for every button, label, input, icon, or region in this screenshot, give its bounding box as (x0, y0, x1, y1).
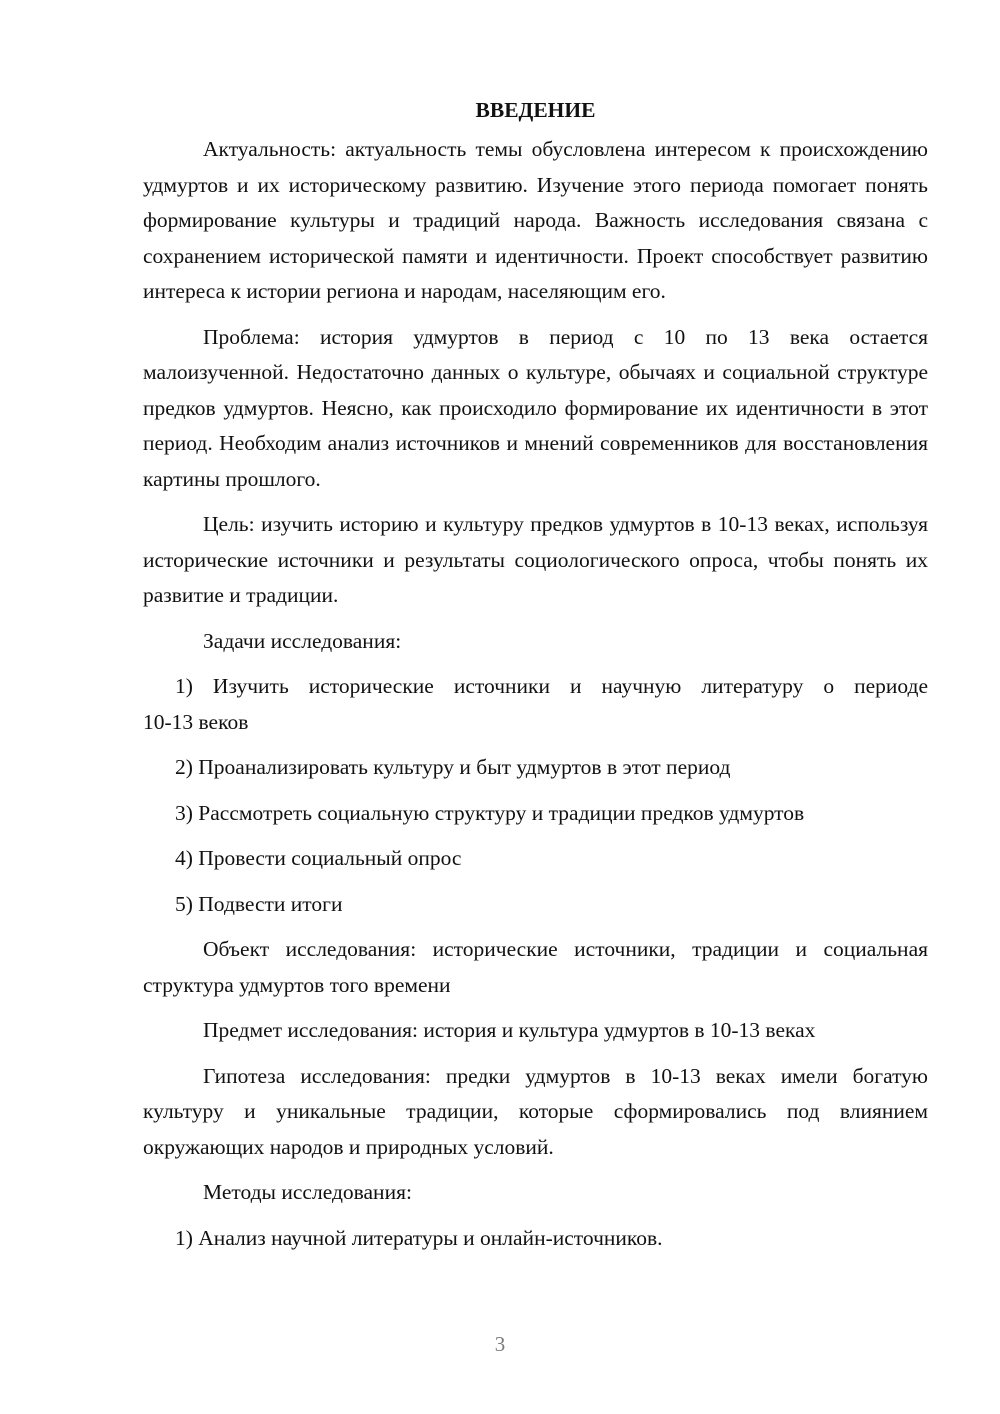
tasks-heading: Задачи исследования: (203, 628, 402, 653)
method-item-1: 1) Анализ научной литературы и онлайн-источников. (175, 1225, 663, 1250)
page-content (143, 92, 928, 1266)
task-item-2: 2) Проанализировать культуру и быт удмуртов в этот период (175, 755, 731, 779)
subject-paragraph: Предмет исследования: история и культура удмуртов в 10-13 веках (203, 1018, 816, 1042)
task-item-1-line-2: 10-13 веков (143, 709, 249, 734)
page-number: 3 (494, 1332, 506, 1356)
task-item-3: 3) Рассмотреть социальную структуру и традиции предков удмуртов (175, 800, 805, 825)
relevance-paragraph: Актуальность: актуальность темы обусловлена интересом к происхождению удмуртов и их историческому развитию. Изучение этого периода помогает понять формирование культуры и традиций народа. Важность исследования связана с сохранением исторической памяти и идентичности. Проект способствует развитию интереса к истории региона и народам, населяющим его. (143, 137, 928, 303)
goal-paragraph: Цель: изучить историю и культуру предков удмуртов в 10-13 веках, используя исторические источники и результаты социологического опроса, чтобы понять их развитие и традиции. (143, 512, 928, 607)
page-title: ВВЕДЕНИЕ (475, 98, 596, 122)
hypothesis-paragraph: Гипотеза исследования: предки удмуртов в 10-13 веках имели богатую культуру и уникальные традиции, которые сформировались под влиянием окружающих народов и природных условий. (143, 1063, 928, 1159)
task-item-1-line-1: 1) Изучить исторические источники и научную литературу о периоде (175, 674, 928, 698)
task-item-4: 4) Провести социальный опрос (175, 846, 462, 870)
task-item-1 (143, 669, 928, 740)
methods-heading: Методы исследования: (203, 1180, 412, 1204)
object-paragraph: Объект исследования: исторические источники, традиции и социальная структура удмуртов того времени (143, 937, 928, 997)
task-item-5: 5) Подвести итоги (175, 891, 343, 916)
problem-paragraph: Проблема: история удмуртов в период с 10 по 13 века остается малоизученной. Недостаточно данных о культуре, обычаях и социальной структуре предков удмуртов. Неясно, как происходило формирование их идентичности в этот период. Необходим анализ источников и мнений современников для восстановления картины прошлого. (143, 324, 928, 491)
